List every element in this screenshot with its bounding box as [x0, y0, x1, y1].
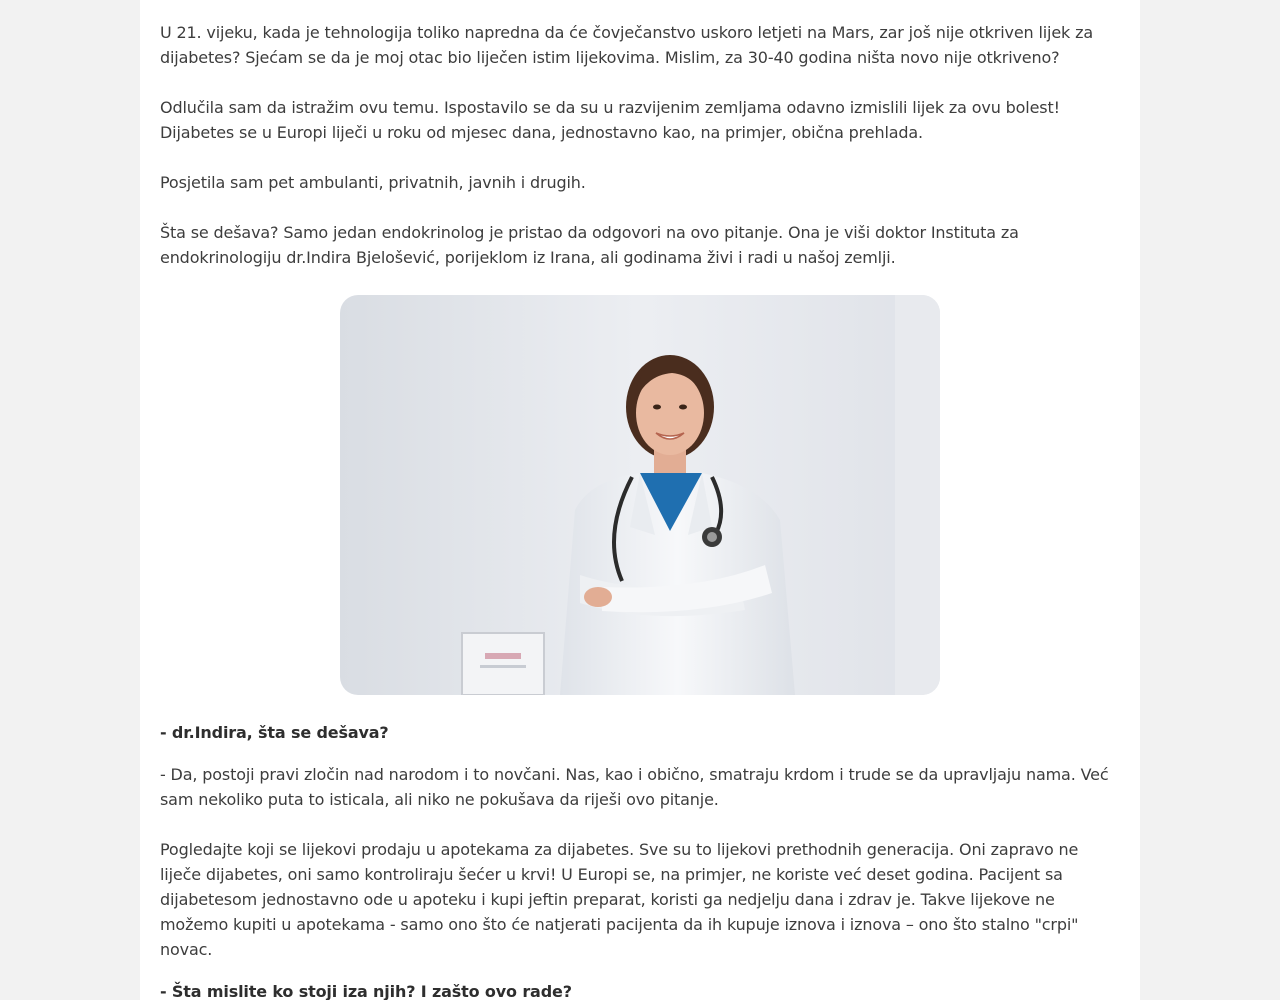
article-body [160, 20, 1120, 1000]
interview-question-1: - dr.Indira, šta se dešava? [160, 723, 389, 742]
interview-answer-1b: Pogledajte koji se lijekovi prodaju u apotekama za dijabetes. Sve su to lijekovi prethodnih generacija. Oni zapravo ne liječe dijabetes, oni samo kontroliraju šećer u krvi! U Europi se, na primjer, ne koriste već deset godina. Pacijent sa dijabetesom jednostavno ode u apoteku i kupi jeftin preparat, koristi ga nedjelju dana i zdrav je. Takve lijekove ne možemo kupiti u apotekama - samo ono što će natjerati pacijenta da ih kupuje iznova i iznova – ono što stalno "crpi" novac. [160, 840, 1079, 959]
paragraph-research: Odlučila sam da istražim ovu temu. Ispostavilo se da su u razvijenim zemljama odavno izmislili lijek za ovu bolest! Dijabetes se u Europi liječi u roku od mjesec dana, jednostavno kao, na primjer, obična prehlada. [160, 98, 1060, 142]
paragraph-clinics: Posjetila sam pet ambulanti, privatnih, javnih i drugih. [160, 173, 586, 192]
doctor-photo [340, 295, 940, 695]
article-container [140, 0, 1140, 1000]
paragraph-intro: U 21. vijeku, kada je tehnologija toliko napredna da će čovječanstvo uskoro letjeti na Mars, zar još nije otkriven lijek za dijabetes? Sjećam se da je moj otac bio liječen istim lijekovima. Mislim, za 30-40 godina ništa novo nije otkriveno? [160, 23, 1093, 67]
paragraph-endocrinologist: Šta se dešava? Samo jedan endokrinolog je pristao da odgovori na ovo pitanje. Ona je viši doktor Instituta za endokrinologiju dr.Indira Bjelošević, porijeklom iz Irana, ali godinama živi i radi u našoj zemlji. [160, 223, 1019, 267]
interview-answer-1a: - Da, postoji pravi zločin nad narodom i to novčani. Nas, kao i obično, smatraju krdom i trude se da upravljaju nama. Već sam nekoliko puta to isticala, ali niko ne pokušava da riješi ovo pitanje. [160, 765, 1109, 809]
interview-question-2: - Šta mislite ko stoji iza njih? I zašto ovo rade? [160, 982, 572, 1000]
